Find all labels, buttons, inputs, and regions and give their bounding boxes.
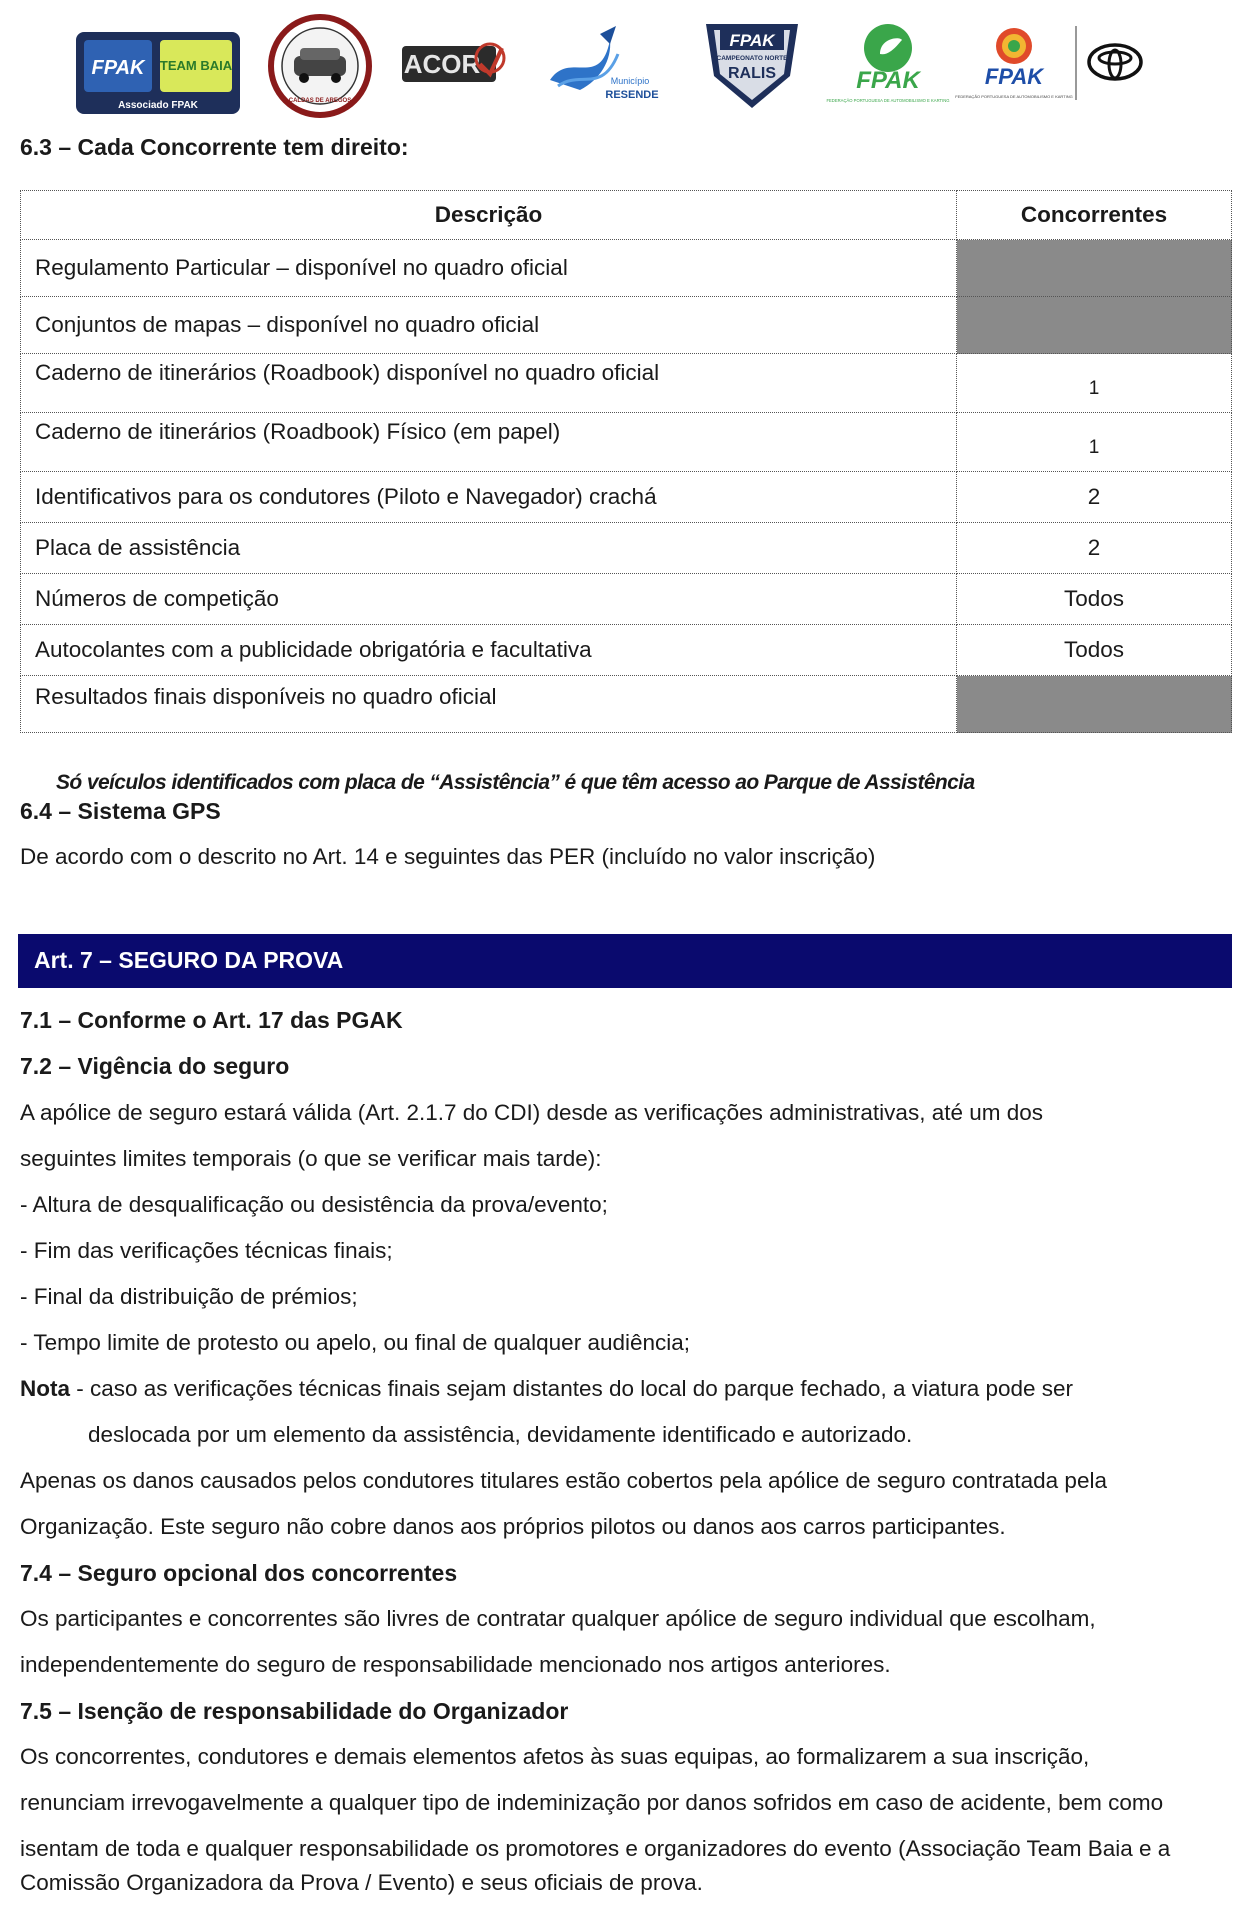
- svg-text:RESENDE: RESENDE: [605, 89, 659, 101]
- automovel-clube-classicos-logo: [266, 14, 374, 118]
- table-row: [21, 240, 1232, 297]
- section-heading-7-4: 7.4 – Seguro opcional dos concorrentes: [20, 1560, 458, 1586]
- row-value-grayed: [957, 297, 1232, 354]
- table-header-row: [21, 191, 1232, 240]
- svg-text:Associado FPAK: Associado FPAK: [118, 100, 198, 111]
- paragraph-line: Os participantes e concorrentes são livres de contratar qualquer apólice de seguro individual que escolham,: [20, 1606, 1096, 1631]
- paragraph-line: renunciam irrevogavelmente a qualquer tipo de indeminização por danos sofridos em caso de acidente, bem como: [20, 1790, 1164, 1815]
- article-7-title-bar: [18, 934, 1232, 988]
- row-value: 1: [957, 413, 1232, 472]
- paragraph-line: independentemente do seguro de responsabilidade mencionado nos artigos anteriores.: [20, 1652, 891, 1677]
- logo-divider: [1074, 26, 1078, 100]
- list-item: - Tempo limite de protesto ou apelo, ou final de qualquer audiência;: [20, 1330, 691, 1355]
- row-description: Placa de assistência: [21, 523, 957, 574]
- fpak-colored-logo: [955, 22, 1073, 108]
- table-row: [21, 413, 1232, 472]
- fpak-green-logo: [826, 20, 950, 110]
- row-value: 2: [957, 472, 1232, 523]
- assistance-note: Só veículos identificados com placa de “Assistência” é que têm acesso ao Parque de Assistência: [56, 771, 975, 794]
- nota-line: [20, 1376, 1073, 1402]
- row-value-grayed: [957, 240, 1232, 297]
- row-value: Todos: [957, 625, 1232, 676]
- section-heading-7-5: 7.5 – Isenção de responsabilidade do Organizador: [20, 1698, 569, 1724]
- toyota-logo: [1086, 42, 1144, 82]
- nota-label: Nota: [20, 1376, 70, 1401]
- svg-text:TEAM BAIA: TEAM BAIA: [159, 58, 233, 73]
- section-heading-7-1: 7.1 – Conforme o Art. 17 das PGAK: [20, 1007, 403, 1033]
- row-value-grayed: [957, 676, 1232, 733]
- svg-text:FEDERAÇÃO PORTUGUESA DE AUTOMO: FEDERAÇÃO PORTUGUESA DE AUTOMOBILISMO E KARTING: [955, 94, 1073, 99]
- row-value: 1: [957, 354, 1232, 413]
- logo-text: FPAK: [91, 57, 145, 79]
- row-description: Caderno de itinerários (Roadbook) disponível no quadro oficial: [21, 354, 957, 413]
- column-header-concorrentes: Concorrentes: [957, 191, 1232, 240]
- row-description: Números de competição: [21, 574, 957, 625]
- svg-text:RALIS: RALIS: [728, 65, 776, 82]
- column-header-description: Descrição: [21, 191, 957, 240]
- table-row: [21, 523, 1232, 574]
- article-7-title: Art. 7 – SEGURO DA PROVA: [34, 947, 344, 973]
- svg-text:CAMPEONATO NORTE: CAMPEONATO NORTE: [716, 55, 788, 62]
- svg-text:FEDERAÇÃO PORTUGUESA DE AUTOMO: FEDERAÇÃO PORTUGUESA DE AUTOMOBILISMO E KARTING: [826, 98, 950, 103]
- svg-text:CALDAS DE AREGOS: CALDAS DE AREGOS: [288, 98, 352, 104]
- svg-text:FPAK: FPAK: [729, 31, 775, 50]
- row-description: Autocolantes com a publicidade obrigatória e facultativa: [21, 625, 957, 676]
- svg-text:ACOR: ACOR: [403, 49, 481, 79]
- row-description: Conjuntos de mapas – disponível no quadro oficial: [21, 297, 957, 354]
- table-row: [21, 354, 1232, 413]
- list-item: - Altura de desqualificação ou desistência da prova/evento;: [20, 1192, 608, 1217]
- section-heading-7-2: 7.2 – Vigência do seguro: [20, 1053, 290, 1079]
- nota-continuation: deslocada por um elemento da assistência, devidamente identificado e autorizado.: [88, 1422, 913, 1447]
- row-description: Regulamento Particular – disponível no quadro oficial: [21, 240, 957, 297]
- rights-table: [20, 190, 1232, 733]
- row-value: 2: [957, 523, 1232, 574]
- campeonato-norte-ralis-logo: [700, 16, 804, 112]
- paragraph-line: A apólice de seguro estará válida (Art. 2.1.7 do CDI) desde as verificações administrativas, até um dos: [20, 1100, 1044, 1125]
- paragraph-line: Os concorrentes, condutores e demais elementos afetos às suas equipas, ao formalizarem a sua inscrição,: [20, 1744, 1090, 1769]
- table-row: [21, 472, 1232, 523]
- paragraph-line: Comissão Organizadora da Prova / Evento) e seus oficiais de prova.: [20, 1870, 703, 1895]
- municipio-resende-logo: [540, 20, 660, 108]
- gps-paragraph: De acordo com o descrito no Art. 14 e seguintes das PER (incluído no valor inscrição): [20, 844, 876, 869]
- table-row: [21, 676, 1232, 733]
- list-item: - Fim das verificações técnicas finais;: [20, 1238, 393, 1263]
- row-description: Identificativos para os condutores (Piloto e Navegador) crachá: [21, 472, 957, 523]
- paragraph-line: Apenas os danos causados pelos condutores titulares estão cobertos pela apólice de seguro contratada pela: [20, 1468, 1107, 1493]
- section-heading-6-3: 6.3 – Cada Concorrente tem direito:: [20, 134, 409, 160]
- svg-text:Município: Município: [610, 76, 650, 86]
- fpak-team-baia-logo: [76, 32, 240, 114]
- paragraph-line: isentam de toda e qualquer responsabilidade os promotores e organizadores do evento (Associação Team Baia e a: [20, 1836, 1171, 1861]
- row-description: Resultados finais disponíveis no quadro oficial: [21, 676, 957, 733]
- nota-text: - caso as verificações técnicas finais sejam distantes do local do parque fechado, a viatura pode ser: [70, 1376, 1074, 1401]
- paragraph-line: Organização. Este seguro não cobre danos aos próprios pilotos ou danos aos carros participantes.: [20, 1514, 1006, 1539]
- svg-text:FPAK: FPAK: [856, 67, 920, 94]
- table-row: [21, 297, 1232, 354]
- sponsor-logo-strip: [70, 14, 1150, 118]
- list-item: - Final da distribuição de prémios;: [20, 1284, 358, 1309]
- table-row: [21, 574, 1232, 625]
- acor-logo: [402, 28, 506, 100]
- row-description: Caderno de itinerários (Roadbook) Físico (em papel): [21, 413, 957, 472]
- svg-text:FPAK: FPAK: [984, 64, 1044, 89]
- table-row: [21, 625, 1232, 676]
- section-heading-6-4: 6.4 – Sistema GPS: [20, 798, 221, 824]
- paragraph-line: seguintes limites temporais (o que se verificar mais tarde):: [20, 1146, 602, 1171]
- row-value: Todos: [957, 574, 1232, 625]
